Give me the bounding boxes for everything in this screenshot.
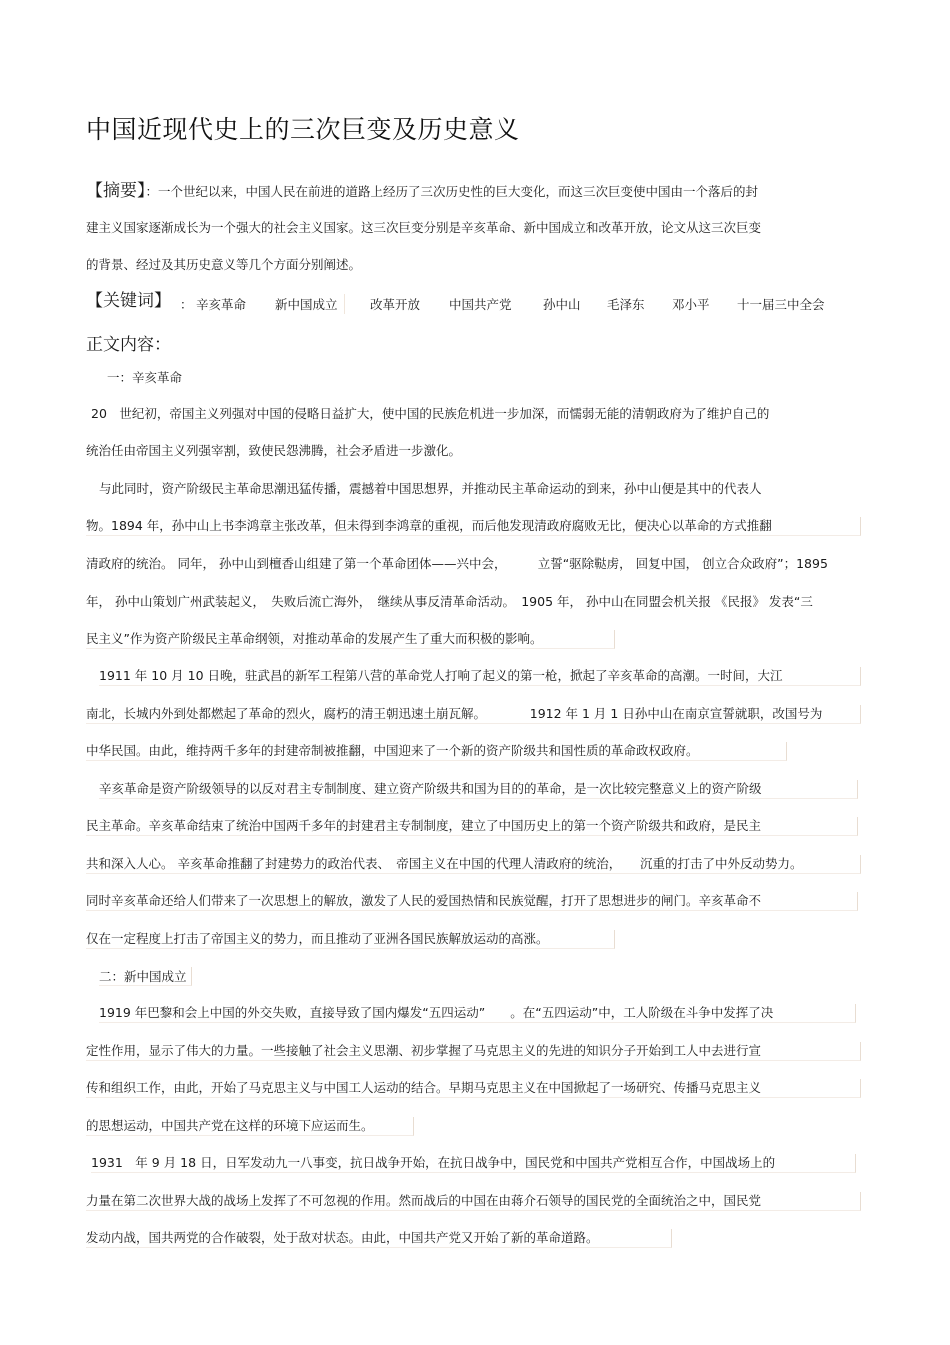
page-title: 中国近现代史上的三次巨变及历史意义 xyxy=(86,115,520,144)
s2-line-7: 发动内战，国共两党的合作破裂，处于敌对状态。由此，中国共产党又开始了新的革命道路。 xyxy=(86,1229,672,1248)
abstract-text-1: ：一个世纪以来，中国人民在前进的道路上经历了三次历史性的巨大变化，而这三次巨变使中国由一个落后的封 xyxy=(145,184,759,199)
s1-line-13: 共和深入人心。 辛亥革命推翻了封建势力的政治代表、 帝国主义在中国的代理人清政府的统治， 沉重的打击了中外反动势力。 xyxy=(86,855,861,874)
abstract-label: 【摘要】 xyxy=(86,181,146,201)
s2-line-1: 1919 年巴黎和会上中国的外交失败，直接导致了国内爆发“五四运动” 。在“五四运动”中，工人阶级在斗争中发挥了决 xyxy=(99,1004,856,1023)
s1-line-10: 中华民国。由此，维持两千多年的封建帝制被推翻，中国迎来了一个新的资产阶级共和国性质的革命政权政府。 xyxy=(86,742,787,761)
keyword-6: 毛泽东 xyxy=(607,297,645,312)
s1-line-5: 清政府的统治。 同年， 孙中山到檀香山组建了第一个革命团体——兴中会， 立誓“驱除鞑虏， 回复中国， 创立合众政府”；1895 xyxy=(86,556,828,571)
s2-line-4: 的思想运动，中国共产党在这样的环境下应运而生。 xyxy=(86,1117,414,1136)
keyword-1: 辛亥革命 xyxy=(196,297,247,312)
s1-line-11: 辛亥革命是资产阶级领导的以反对君主专制制度、建立资产阶级共和国为目的的革命，是一次比较完整意义上的资产阶级 xyxy=(99,780,858,799)
keywords-colon: ： xyxy=(180,297,193,312)
keyword-4: 中国共产党 xyxy=(449,297,512,312)
s2-line-2: 定性作用，显示了伟大的力量。一些接触了社会主义思潮、初步掌握了马克思主义的先进的知识分子开始到工人中去进行宣 xyxy=(86,1042,861,1061)
s1-line-1: 20 世纪初，帝国主义列强对中国的侵略日益扩大，使中国的民族危机进一步加深，而懦弱无能的清朝政府为了维护自己的 xyxy=(91,406,770,421)
s2-line-5: 1931 年 9 月 18 日，日军发动九一八事变，抗日战争开始，在抗日战争中，国民党和中国共产党相互合作，中国战场上的 xyxy=(91,1154,856,1173)
keyword-7: 邓小平 xyxy=(672,297,710,312)
s1-line-12: 民主革命。辛亥革命结束了统治中国两千多年的封建君主专制制度，建立了中国历史上的第一个资产阶级共和政府，是民主 xyxy=(86,817,858,836)
keyword-3: 改革开放 xyxy=(370,297,421,312)
abstract-line-2: 建主义国家逐渐成长为一个强大的社会主义国家。这三次巨变分别是辛亥革命、新中国成立和改革开放，论文从这三次巨变 xyxy=(86,220,762,235)
s2-line-3: 传和组织工作，由此，开始了马克思主义与中国工人运动的结合。早期马克思主义在中国掀起了一场研究、传播马克思主义 xyxy=(86,1079,861,1098)
keywords-label: 【关键词】 xyxy=(86,291,171,311)
s1-line-7: 民主义”作为资产阶级民主革命纲领，对推动革命的发展产生了重大而积极的影响。 xyxy=(86,630,615,649)
keyword-5: 孙中山 xyxy=(543,297,581,312)
s2-line-6: 力量在第二次世界大战的战场上发挥了不可忽视的作用。然而战后的中国在由蒋介石领导的国民党的全面统治之中，国民党 xyxy=(86,1192,861,1211)
s1-line-4: 物。1894 年，孙中山上书李鸿章主张改革，但未得到李鸿章的重视，而后他发现清政府腐败无比，便决心以革命的方式推翻 xyxy=(86,517,861,536)
s1-line-14: 同时辛亥革命还给人们带来了一次思想上的解放，激发了人民的爱国热情和民族觉醒，打开了思想进步的闸门。辛亥革命不 xyxy=(86,892,858,911)
section2-heading: 二：新中国成立 xyxy=(99,967,192,986)
body-heading: 正文内容： xyxy=(86,335,171,355)
abstract-line-3: 的背景、经过及其历史意义等几个方面分别阐述。 xyxy=(86,257,362,272)
s1-line-6: 年， 孙中山策划广州武装起义， 失败后流亡海外， 继续从事反清革命活动。 1905 年， 孙中山在同盟会机关报 《民报》 发表“三 xyxy=(86,594,813,609)
s1-line-8: 1911 年 10 月 10 日晚，驻武昌的新军工程第八营的革命党人打响了起义的第一枪，掀起了辛亥革命的高潮。一时间，大江 xyxy=(99,667,861,686)
keyword-8: 十一届三中全会 xyxy=(737,297,825,312)
section1-heading: 一：辛亥革命 xyxy=(107,370,183,385)
s1-line-3: 与此同时，资产阶级民主革命思潮迅猛传播，震撼着中国思想界，并推动民主革命运动的到来，孙中山便是其中的代表人 xyxy=(99,481,762,496)
s1-line-9: 南北，长城内外到处都燃起了革命的烈火，腐朽的清王朝迅速土崩瓦解。 1912 年 1 月 1 日孙中山在南京宣誓就职，改国号为 xyxy=(86,705,861,724)
keyword-2: 新中国成立 xyxy=(275,294,345,314)
s1-line-15: 仅在一定程度上打击了帝国主义的势力，而且推动了亚洲各国民族解放运动的高涨。 xyxy=(86,930,615,949)
s1-line-2: 统治任由帝国主义列强宰割，致使民怨沸腾，社会矛盾进一步激化。 xyxy=(86,443,462,458)
abstract-line-1 xyxy=(86,182,758,201)
